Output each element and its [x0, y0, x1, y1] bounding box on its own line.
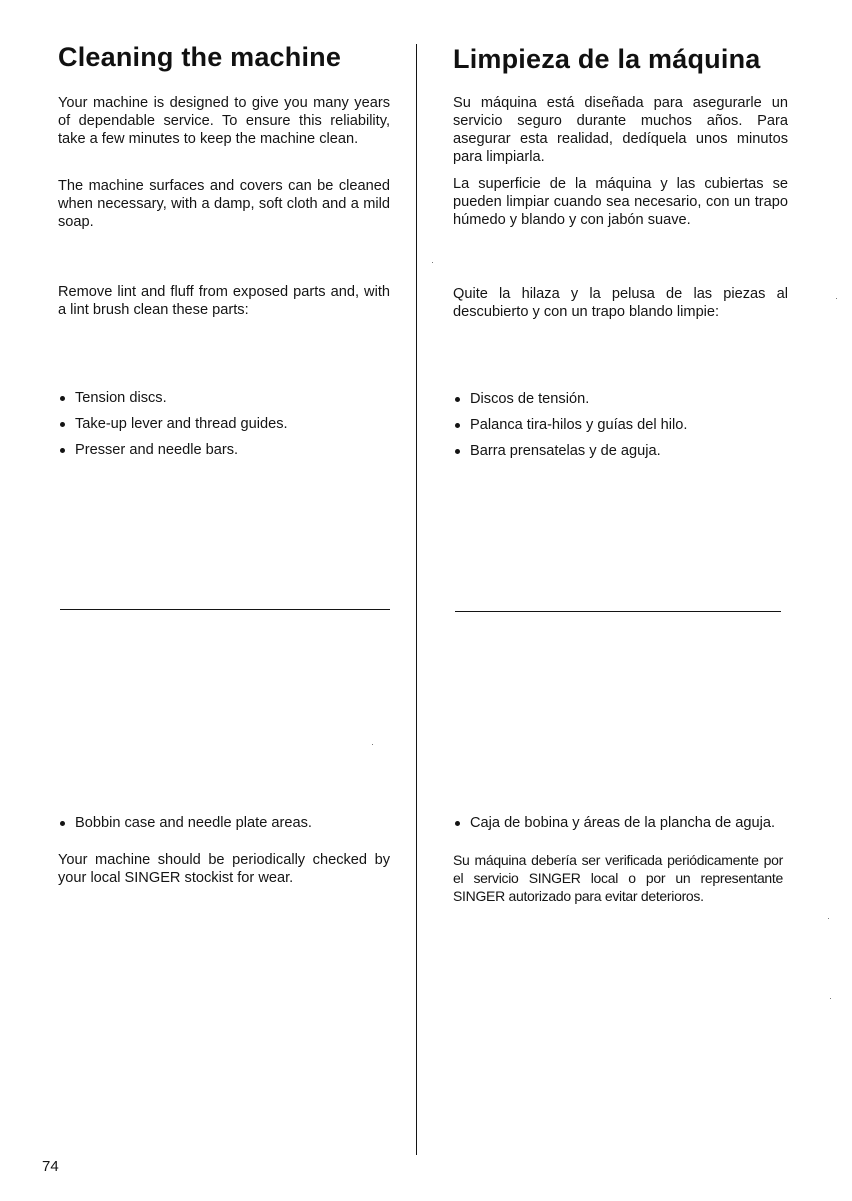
remove-lint-paragraph-spanish: Quite la hilaza y la pelusa de las piezas al descubierto y con un trapo blando limpie:	[453, 286, 788, 320]
bobbin-list-spanish	[453, 814, 788, 840]
list-item: Take-up lever and thread guides.	[58, 415, 390, 433]
scan-speck	[836, 298, 837, 299]
check-paragraph-english: Your machine should be periodically checked by your local SINGER stockist for wear.	[58, 852, 390, 886]
parts-list-spanish	[453, 390, 788, 468]
page-title-english: Cleaning the machine	[58, 42, 342, 72]
list-item: Presser and needle bars.	[58, 441, 390, 459]
surfaces-paragraph-english: The machine surfaces and covers can be cleaned when necessary, with a damp, soft cloth and a mild soap.	[58, 178, 390, 230]
list-item: Caja de bobina y áreas de la plancha de aguja.	[453, 814, 788, 832]
list-item: Discos de tensión.	[453, 390, 788, 408]
section-divider-english	[60, 609, 390, 610]
scan-speck	[372, 744, 373, 745]
list-item: Palanca tira-hilos y guías del hilo.	[453, 416, 788, 434]
surfaces-paragraph-spanish: La superficie de la máquina y las cubiertas se pueden limpiar cuando sea necesario, con un trapo húmedo y blando y con jabón suave.	[453, 176, 788, 228]
scan-speck	[828, 918, 829, 919]
list-item: Barra prensatelas y de aguja.	[453, 442, 788, 460]
bobbin-list-english	[58, 814, 390, 840]
scan-speck	[830, 998, 831, 999]
section-divider-spanish	[455, 611, 781, 612]
scan-speck	[432, 262, 433, 263]
check-paragraph-spanish: Su máquina debería ser verificada periódicamente por el servicio SINGER local o por un representante SINGER autorizado para evitar deterioros.	[453, 852, 783, 904]
column-divider	[416, 44, 417, 1155]
intro-paragraph-spanish: Su máquina está diseñada para asegurarle un servicio seguro durante muchos años. Para asegurar esta realidad, dedíquela unos minutos para limpiarla.	[453, 95, 788, 165]
page-number: 74	[42, 1158, 59, 1175]
page-title-spanish: Limpieza de la máquina	[453, 44, 761, 74]
remove-lint-paragraph-english: Remove lint and fluff from exposed parts and, with a lint brush clean these parts:	[58, 284, 390, 318]
list-item: Bobbin case and needle plate areas.	[58, 814, 390, 832]
parts-list-english	[58, 389, 390, 467]
list-item: Tension discs.	[58, 389, 390, 407]
intro-paragraph-english: Your machine is designed to give you many years of dependable service. To ensure this reliability, take a few minutes to keep the machine clean.	[58, 95, 390, 147]
